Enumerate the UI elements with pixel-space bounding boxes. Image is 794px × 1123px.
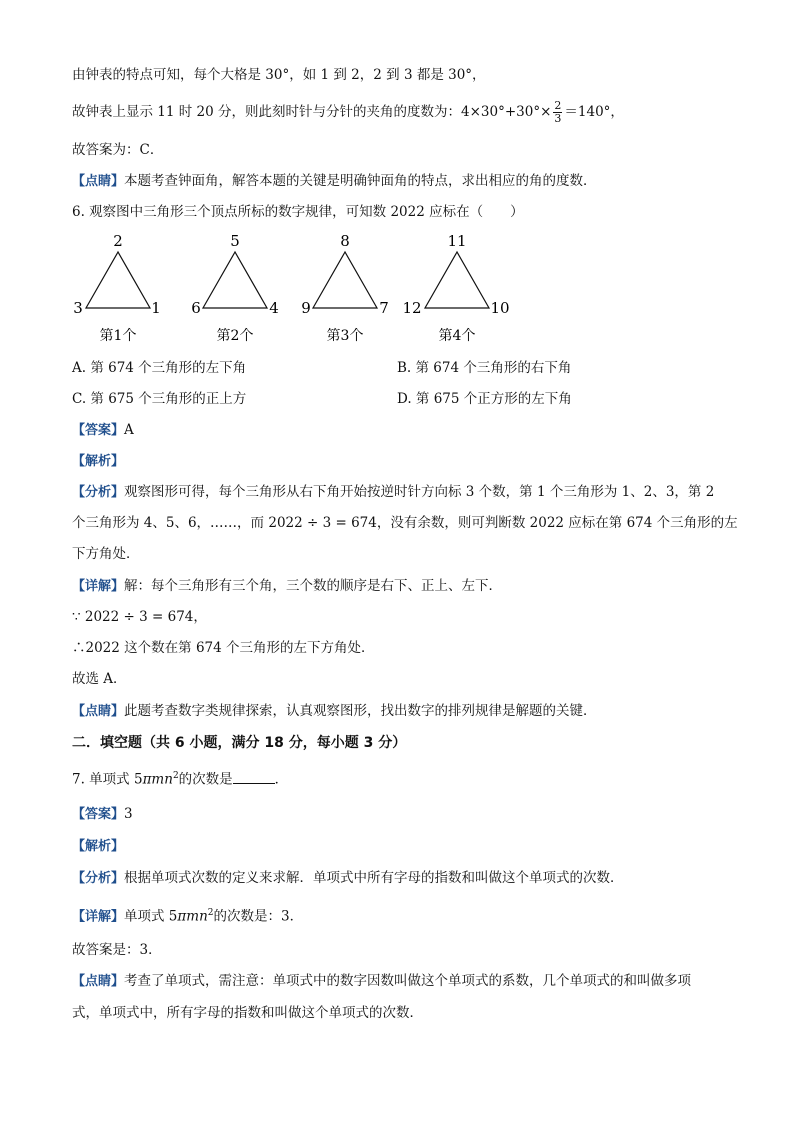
triangle-4 (402, 232, 509, 344)
triangle-3-left: 9 (301, 299, 311, 317)
comment-tag: 【点睛】 (72, 704, 125, 719)
q5-line2 (72, 100, 624, 125)
q7-stem: 7. 单项式 5πmn$^2$的次数是 ． (72, 767, 288, 789)
q6-detail-line2: ∵ 2022 ÷ 3 = 674， (72, 609, 207, 625)
triangle-figure (66, 230, 526, 346)
q6-analysis-tag: 【解析】 (72, 454, 125, 469)
triangle-1-top: 2 (113, 232, 123, 250)
q7-analysis-tag: 【解析】 (72, 839, 125, 854)
triangle-2-right: 4 (269, 299, 279, 317)
q6-stem: 6. 观察图中三角形三个顶点所标的数字规律，可知数 2022 应标在（ ） (72, 204, 524, 220)
q5-line2-pre: 故钟表上显示 11 时 20 分，则此刻时针与分针的夹角的度数为：4×30°+30°× (72, 104, 552, 120)
option-c: C. 第 675 个三角形的正上方 (72, 391, 247, 407)
q7-fenxi: 【分析】根据单项式次数的定义来求解．单项式中所有字母的指数和叫做这个单项式的次数． (72, 870, 624, 886)
fenxi-tag: 【分析】 (72, 871, 125, 886)
triangle-1 (73, 232, 161, 344)
detail-tag: 【详解】 (72, 909, 125, 925)
option-b: B. 第 674 个三角形的右下角 (397, 360, 572, 376)
triangle-4-left: 12 (402, 299, 422, 317)
triangle-3-top: 8 (340, 232, 350, 250)
fraction-two-thirds: $\frac{2}{3}$ (554, 99, 562, 125)
triangle-2-caption: 第2个 (216, 328, 254, 344)
q7-comment-line1: 【点睛】考查了单项式，需注意：单项式中的数字因数叫做这个单项式的系数，几个单项式的和叫做多项 (72, 973, 692, 989)
q6-answer: 【答案】A (72, 422, 134, 438)
fenxi-tag: 【分析】 (72, 485, 125, 500)
answer-tag: 【答案】 (72, 807, 125, 822)
q5-line1: 由钟表的特点可知，每个大格是 30°，如 1 到 2，2 到 3 都是 30°， (72, 67, 486, 83)
q6-detail-line3: ∴2022 这个数在第 674 个三角形的左下方角处． (72, 640, 375, 656)
q6-fenxi-line3: 下方角处． (72, 546, 140, 562)
triangle-1-left: 3 (73, 299, 83, 317)
comment-tag: 【点睛】 (72, 174, 125, 189)
detail-tag: 【详解】 (72, 579, 125, 594)
triangle-4-right: 10 (490, 299, 510, 317)
triangle-2 (191, 232, 279, 344)
q7-conclusion: 故答案是：3． (72, 942, 162, 958)
triangle-1-caption: 第1个 (99, 328, 137, 344)
q5-line2-post: ＝140°， (564, 104, 624, 120)
q6-detail-line1: 【详解】解：每个三角形有三个角，三个数的顺序是右下、正上、左下． (72, 578, 503, 594)
q7-answer: 【答案】3 (72, 806, 133, 822)
q6-fenxi-line1: 【分析】观察图形可得，每个三角形从右下角开始按逆时针方向标 3 个数，第 1 个三角形为 1、2、3，第 2 (72, 484, 715, 500)
triangle-1-right: 1 (151, 299, 161, 317)
triangle-3-caption: 第3个 (326, 328, 364, 344)
triangle-4-top: 11 (447, 232, 467, 250)
q6-choose: 故选 A． (72, 671, 127, 687)
triangle-3-right: 7 (379, 299, 389, 317)
triangle-3 (301, 232, 389, 344)
q5-comment: 【点睛】本题考查钟面角，解答本题的关键是明确钟面角的特点，求出相应的角的度数． (72, 173, 597, 189)
q7-comment-line2: 式，单项式中，所有字母的指数和叫做这个单项式的次数． (72, 1005, 423, 1021)
answer-tag: 【答案】 (72, 423, 125, 438)
triangle-2-left: 6 (191, 299, 201, 317)
q6-fenxi-line2: 个三角形为 4、5、6，……，而 2022 ÷ 3 = 674，没有余数，则可判断数 2022 应标在第 674 个三角形的左 (72, 515, 738, 531)
q7-monomial: πmn (142, 771, 173, 788)
triangle-4-caption: 第4个 (438, 328, 476, 344)
section-heading: 二．填空题（共 6 小题，满分 18 分，每小题 3 分） (72, 735, 407, 751)
triangle-2-top: 5 (230, 232, 240, 250)
answer-blank (233, 769, 275, 784)
comment-tag: 【点睛】 (72, 974, 125, 989)
q5-answer: 故答案为：C． (72, 142, 164, 158)
q6-comment: 【点睛】此题考查数字类规律探索，认真观察图形，找出数字的排列规律是解题的关键． (72, 703, 597, 719)
q7-detail: 【详解】单项式 5πmn$^2$的次数是：3． (72, 908, 304, 925)
option-d: D. 第 675 个正方形的左下角 (397, 391, 572, 407)
option-a: A. 第 674 个三角形的左下角 (72, 360, 247, 376)
